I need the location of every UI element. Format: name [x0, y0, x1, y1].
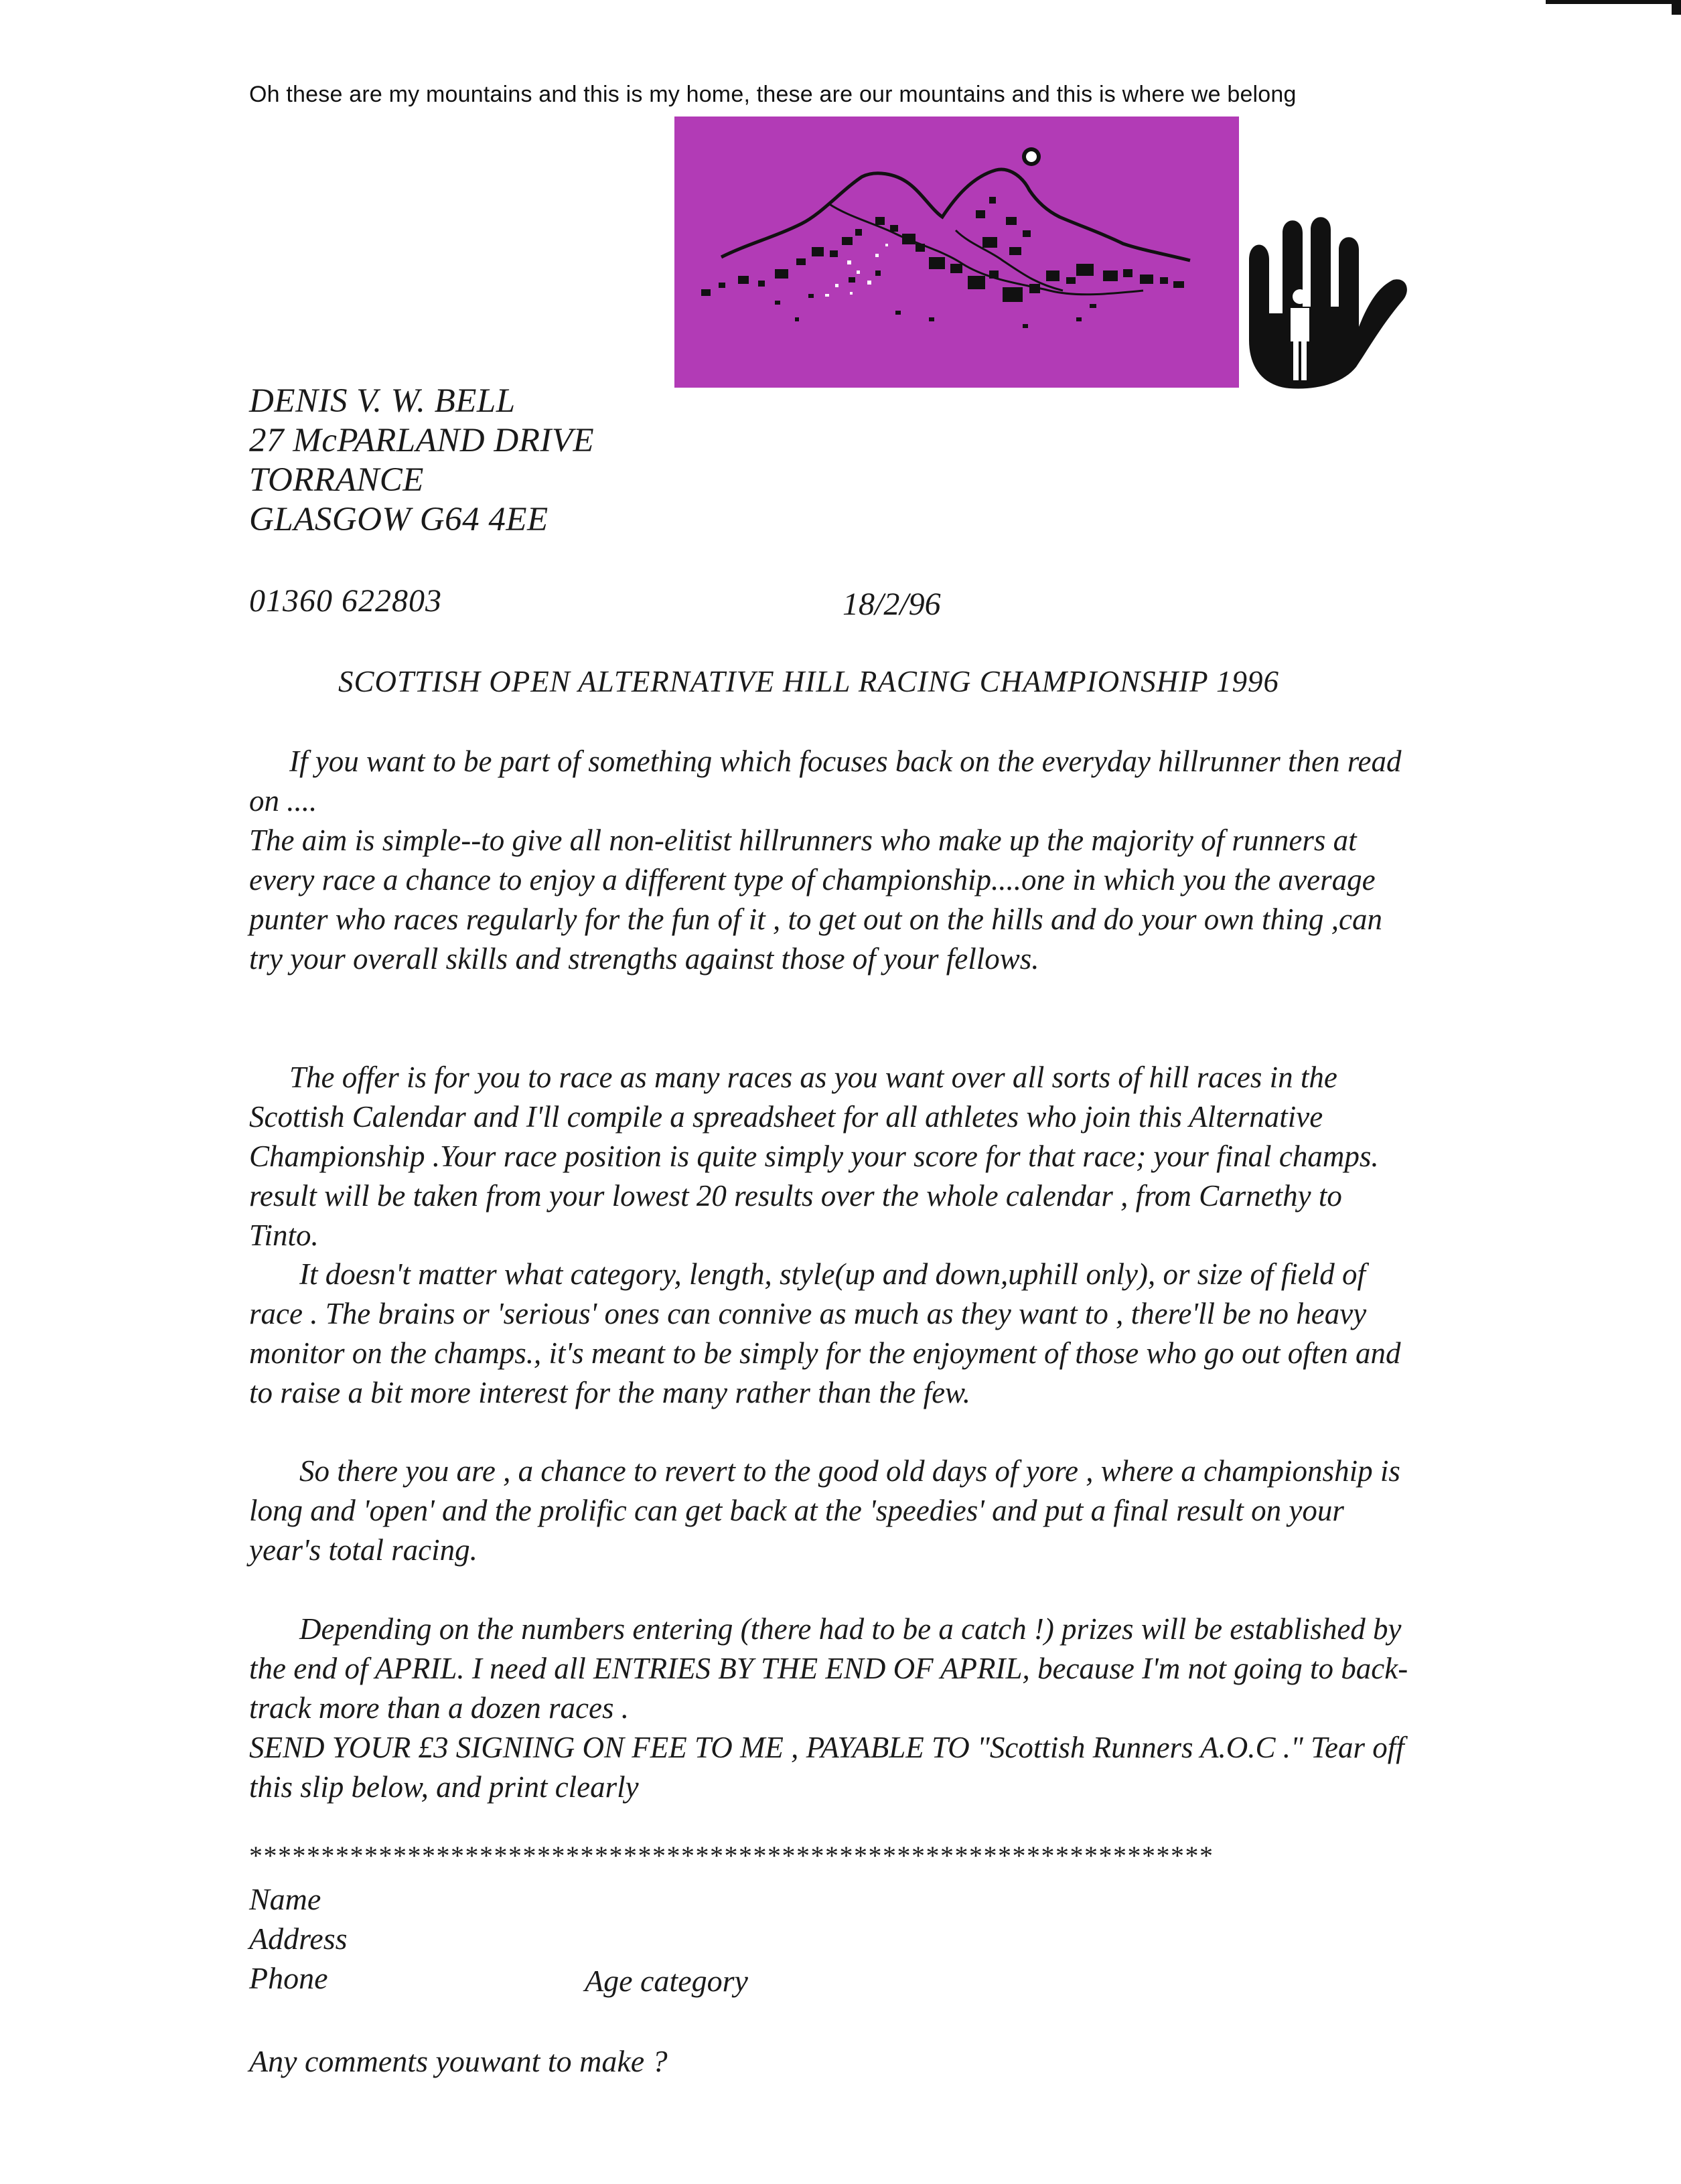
- body-paragraph-5-text: So there you are , a chance to revert to the good old days of yore , where a championship is long and 'open' and the prolific can get back at the 'speedies' and put a final result on your year's total racing.: [249, 1454, 1400, 1567]
- body-paragraph-4: [249, 1255, 1414, 1413]
- body-paragraph-1-text: If you want to be part of something which focuses back on the everyday hillrunner then read on ....: [249, 745, 1402, 817]
- body-paragraph-5: [249, 1452, 1414, 1570]
- sender-phone: 01360 622803: [249, 583, 442, 619]
- body-paragraph-6: [249, 1610, 1414, 1728]
- sender-city: GLASGOW G64 4EE: [249, 501, 549, 538]
- mountain-landscape-icon: [674, 116, 1239, 388]
- body-paragraph-2: The aim is simple--to give all non-elitist hillrunners who make up the majority of runners at every race a chance to enjoy a different type of championship....one in which you the average punter who races regularly for the fun of it , to get out on the hills and do your own thing ,can try your overall skills and strengths against those of your fellows.: [249, 824, 1382, 976]
- slip-address-label: Address: [249, 1922, 348, 1956]
- body-paragraph-6-text: Depending on the numbers entering (there had to be a catch !) prizes will be established by the end of APRIL. I need all ENTRIES BY THE END OF APRIL, because I'm not going to back-track more than a dozen races .: [249, 1612, 1408, 1725]
- scan-edge-mark-tail: [1672, 0, 1681, 15]
- sender-name: DENIS V. W. BELL: [249, 382, 516, 420]
- body-paragraph-3: [249, 1058, 1414, 1255]
- slip-age-category-label: Age category: [585, 1964, 748, 1998]
- header-banner-text: Oh these are my mountains and this is my home, these are our mountains and this is where we belong: [249, 82, 1297, 107]
- sender-address-block: [249, 382, 594, 540]
- open-hand-person-icon: [1236, 213, 1410, 392]
- document-title: SCOTTISH OPEN ALTERNATIVE HILL RACING CHAMPIONSHIP 1996: [338, 665, 1279, 698]
- slip-comments-label: Any comments youwant to make ?: [249, 2044, 668, 2078]
- slip-phone-label: Phone: [249, 1961, 328, 1995]
- slip-name-label: Name: [249, 1882, 321, 1916]
- letter-date: 18/2/96: [843, 587, 941, 622]
- body-paragraph-7: SEND YOUR £3 SIGNING ON FEE TO ME , PAYABLE TO "Scottish Runners A.O.C ." Tear off this slip below, and print clearly: [249, 1731, 1404, 1804]
- tear-off-divider: *******************************************************************: [249, 1841, 1214, 1871]
- body-paragraph-3-text: The offer is for you to race as many races as you want over all sorts of hill races in the Scottish Calendar and I'll compile a spreadsheet for all athletes who join this Alternative Championship .Your race position is quite simply your score for that race; your final champs. result will be taken from your lowest 20 results over the whole calendar , from Carnethy to Tinto.: [249, 1061, 1379, 1252]
- sender-street: 27 McPARLAND DRIVE: [249, 422, 595, 459]
- sender-town: TORRANCE: [249, 461, 424, 499]
- scan-edge-mark: [1546, 0, 1673, 4]
- body-paragraph-1: [249, 742, 1414, 821]
- body-paragraph-4-text: It doesn't matter what category, length, style(up and down,uphill only), or size of field of race . The brains or 'serious' ones can connive as much as they want to , there'll be no heavy monitor on the champs., it's meant to be simply for the enjoyment of those who go out often and to raise a bit more interest for the many rather than the few.: [249, 1257, 1401, 1409]
